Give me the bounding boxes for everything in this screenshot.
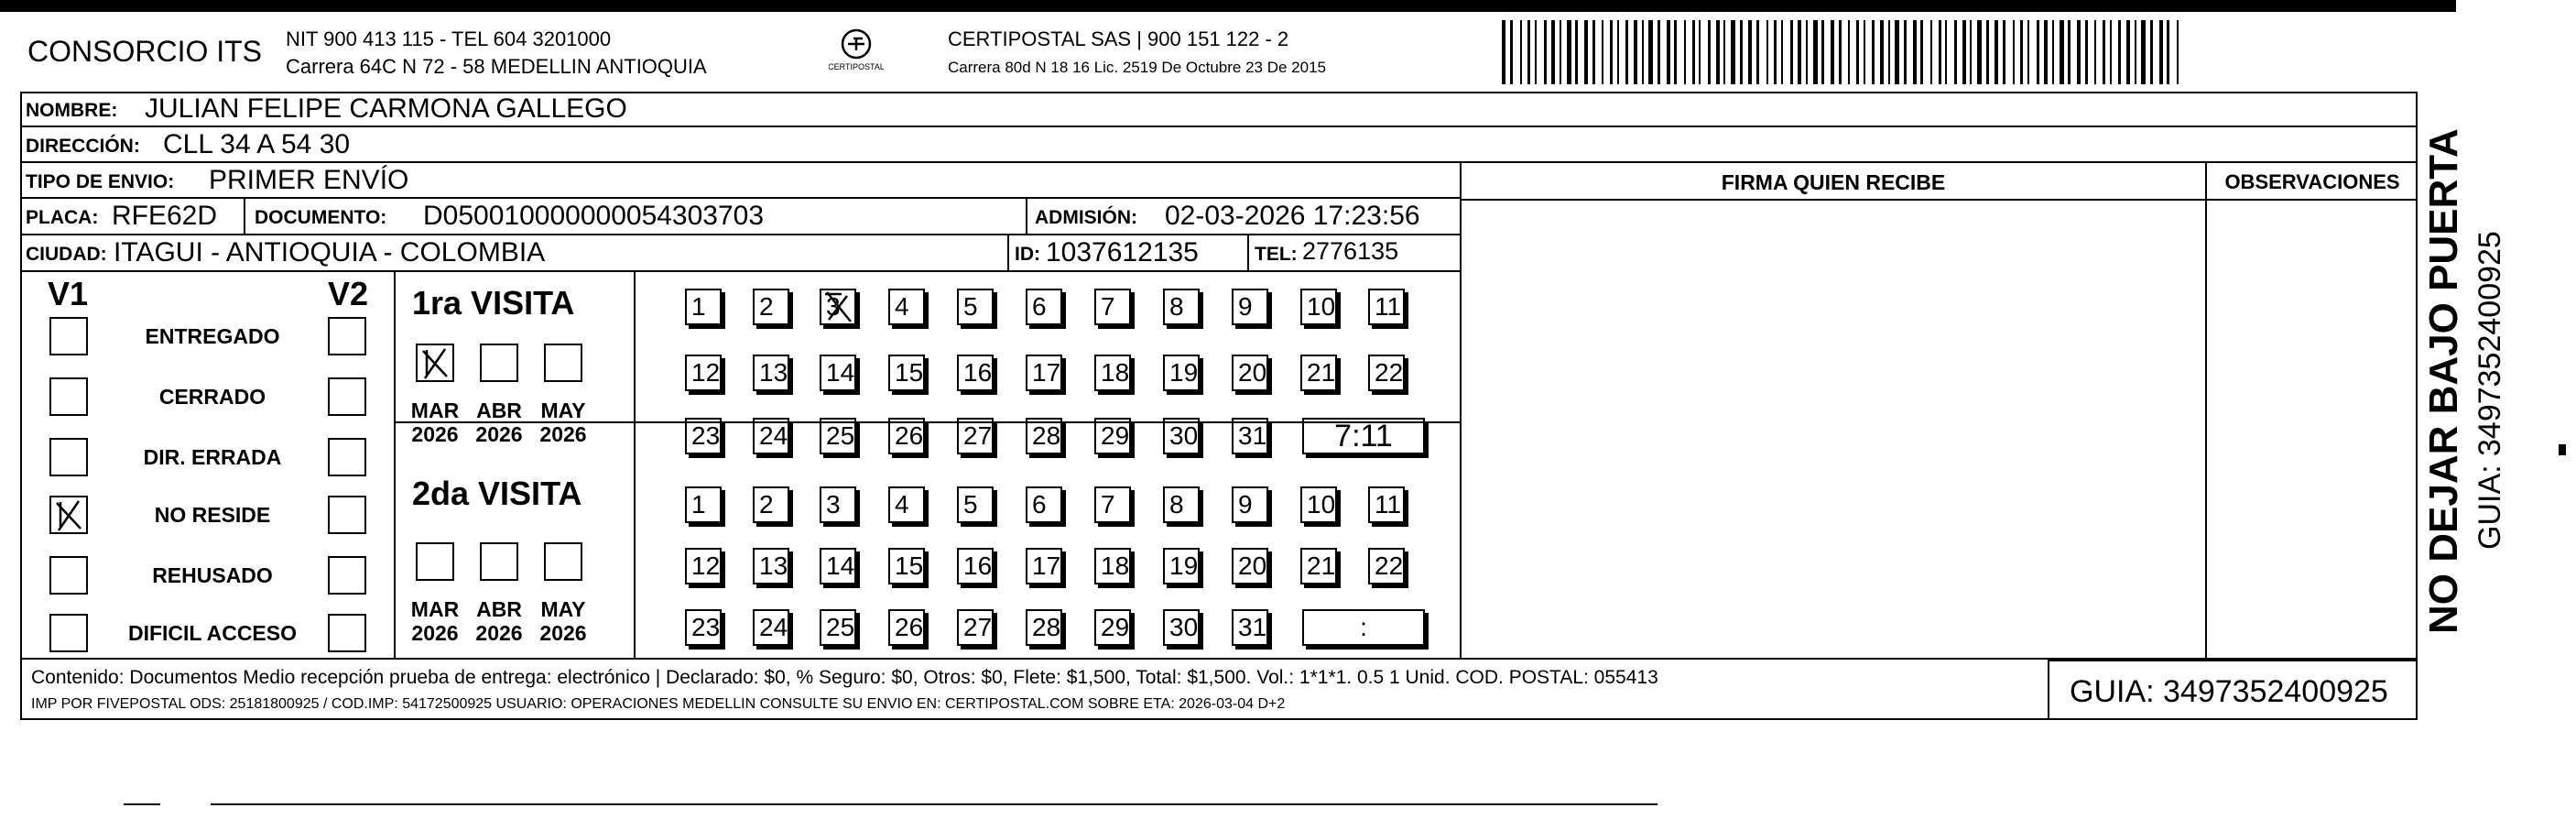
status-v2-checkbox[interactable] (328, 317, 366, 355)
footer-guia-box (2048, 660, 2418, 720)
observaciones-header: OBSERVACIONES (2224, 170, 2400, 193)
nombre-label: NOMBRE: (26, 100, 118, 121)
company-nit: NIT 900 413 115 - TEL 604 3201000 (286, 27, 612, 50)
svg-text:CERTIPOSTAL: CERTIPOSTAL (829, 62, 884, 71)
footer-content: Contenido: Documentos Medio recepción prueba de entrega: electrónico | Declarado: $0, % Seguro: $0, Otros: $0, Flete: $1,500, Total: $1,500. Vol.: 1*1*1. 0.5 1 Unid. COD. POSTAL: 055413 (31, 667, 1658, 688)
month-year: 2026 (539, 621, 587, 645)
status-v1-checkbox[interactable] (49, 317, 88, 355)
day-box[interactable]: 3 (820, 289, 856, 325)
status-label: DIR. ERRADA (143, 445, 282, 469)
carrier-logo (829, 26, 884, 81)
status-label: CERRADO (158, 385, 266, 409)
day-box[interactable]: 5 (957, 486, 994, 523)
month-label: ABR (476, 399, 522, 422)
second-visit-label: 2da VISITA (412, 475, 582, 512)
time-box[interactable]: : (1302, 609, 1425, 646)
day-box[interactable]: 20 (1232, 355, 1268, 391)
divider (394, 272, 396, 658)
footer-guia: GUIA: 3497352400925 (2070, 674, 2388, 709)
firma-header: FIRMA QUIEN RECIBE (1721, 170, 1946, 194)
month-checkbox[interactable] (480, 344, 518, 382)
day-box[interactable]: 15 (888, 548, 925, 584)
day-box[interactable]: 22 (1368, 355, 1405, 391)
row-direccion (20, 127, 2418, 163)
day-box[interactable]: 11 (1368, 289, 1405, 325)
status-v2-checkbox[interactable] (328, 377, 366, 416)
day-box[interactable]: 27 (957, 609, 994, 646)
day-box[interactable]: 6 (1026, 289, 1062, 325)
day-box[interactable]: 21 (1300, 355, 1337, 391)
documento-label: DOCUMENTO: (255, 207, 387, 228)
bottom-line (124, 803, 160, 805)
day-box[interactable]: 9 (1232, 289, 1268, 325)
month-label: MAR (410, 399, 460, 422)
status-label: DIFICIL ACCESO (127, 621, 297, 645)
carrier-name: CERTIPOSTAL SAS | 900 151 122 - 2 (948, 27, 1289, 50)
time-box[interactable]: 7:11 (1302, 418, 1425, 454)
status-v2-checkbox[interactable] (328, 496, 366, 534)
status-v2-checkbox[interactable] (328, 556, 366, 595)
status-v1-checkbox[interactable] (49, 377, 88, 416)
day-box[interactable]: 14 (820, 355, 856, 391)
status-v1-checkbox[interactable] (49, 496, 88, 534)
ciudad-value: ITAGUI - ANTIOQUIA - COLOMBIA (114, 237, 546, 268)
side-warning: NO DEJAR BAJO PUERTA (2421, 128, 2466, 634)
day-box[interactable]: 18 (1094, 355, 1131, 391)
day-box[interactable]: 12 (685, 355, 722, 391)
day-box[interactable]: 28 (1026, 418, 1062, 454)
id-value: 1037612135 (1046, 237, 1199, 268)
nombre-value: JULIAN FELIPE CARMONA GALLEGO (145, 93, 627, 124)
day-box[interactable]: 30 (1163, 418, 1200, 454)
first-visit-label: 1ra VISITA (412, 284, 575, 322)
day-box[interactable]: 4 (888, 486, 925, 523)
day-box[interactable]: 2 (753, 289, 789, 325)
day-box[interactable]: 26 (888, 418, 925, 454)
tipo-label: TIPO DE ENVIO: (26, 171, 175, 192)
day-box[interactable]: 8 (1163, 486, 1200, 523)
tipo-value: PRIMER ENVÍO (209, 165, 409, 195)
day-box[interactable]: 30 (1163, 609, 1200, 646)
company-name: CONSORCIO ITS (27, 35, 263, 68)
day-box[interactable]: 24 (753, 609, 789, 646)
status-v1-checkbox[interactable] (49, 614, 88, 652)
divider (244, 199, 245, 234)
direccion-label: DIRECCIÓN: (26, 136, 140, 157)
bottom-line (211, 803, 1658, 805)
month-year: 2026 (411, 621, 459, 645)
tel-label: TEL: (1255, 244, 1298, 265)
placa-value: RFE62D (112, 201, 218, 231)
status-v2-checkbox[interactable] (328, 438, 366, 476)
v2-label: V2 (328, 275, 369, 312)
day-box[interactable]: 28 (1026, 609, 1062, 646)
company-address: Carrera 64C N 72 - 58 MEDELLIN ANTIOQUIA (286, 55, 707, 78)
documento-value: D050010000000054303703 (423, 201, 765, 231)
footer-print-info: IMP POR FIVEPOSTAL ODS: 25181800925 / COD.IMP: 54172500925 USUARIO: OPERACIONES MEDELLIN CONSULTE SU ENVIO EN: CERTIPOSTAL.COM SOBRE ETA: 2026-03-04 D+2 (31, 696, 1286, 712)
day-box[interactable]: 7 (1094, 289, 1131, 325)
day-box[interactable]: 22 (1368, 548, 1405, 584)
month-checkbox[interactable] (544, 542, 582, 581)
month-checkbox[interactable] (480, 542, 518, 581)
day-box[interactable]: 4 (888, 289, 925, 325)
day-box[interactable]: 29 (1094, 418, 1131, 454)
month-label: MAY (540, 597, 586, 621)
status-v2-checkbox[interactable] (328, 614, 366, 652)
status-v1-checkbox[interactable] (49, 556, 88, 595)
month-year: 2026 (475, 621, 523, 645)
barcode (1502, 20, 2189, 84)
day-box[interactable]: 13 (753, 355, 789, 391)
day-box[interactable]: 23 (685, 609, 722, 646)
divider (1460, 163, 1462, 658)
month-label: ABR (476, 597, 522, 621)
month-label: MAY (540, 399, 586, 422)
day-box[interactable]: 21 (1300, 548, 1337, 584)
status-label: NO RESIDE (154, 503, 271, 527)
divider (1026, 199, 1027, 234)
row-nombre (20, 92, 2418, 127)
day-box[interactable]: 3 (820, 486, 856, 523)
day-box[interactable]: 20 (1232, 548, 1268, 584)
v1-label: V1 (48, 275, 89, 312)
day-box[interactable]: 2 (753, 486, 789, 523)
divider (2205, 163, 2207, 658)
day-box[interactable]: 1 (685, 486, 722, 523)
day-box[interactable]: 8 (1163, 289, 1200, 325)
month-checkbox[interactable] (416, 542, 454, 581)
day-box[interactable]: 29 (1094, 609, 1131, 646)
tel-value: 2776135 (1302, 237, 1399, 265)
status-label: REHUSADO (152, 563, 273, 587)
day-box[interactable]: 18 (1094, 548, 1131, 584)
day-box[interactable]: 10 (1300, 289, 1337, 325)
month-label: MAR (410, 597, 460, 621)
admision-value: 02-03-2026 17:23:56 (1165, 201, 1420, 231)
day-box[interactable]: 14 (820, 548, 856, 584)
day-box[interactable]: 5 (957, 289, 994, 325)
divider (1247, 235, 1249, 270)
day-box[interactable]: 1 (685, 289, 722, 325)
edge-mark (2559, 444, 2566, 455)
day-box[interactable]: 11 (1368, 486, 1405, 523)
month-year: 2026 (475, 422, 523, 446)
row-ciudad (20, 235, 1460, 272)
divider (1007, 235, 1009, 270)
day-box[interactable]: 17 (1026, 355, 1062, 391)
day-box[interactable]: 25 (820, 418, 856, 454)
day-box[interactable]: 25 (820, 609, 856, 646)
day-box[interactable]: 27 (957, 418, 994, 454)
month-year: 2026 (539, 422, 587, 446)
day-box[interactable]: 15 (888, 355, 925, 391)
id-label: ID: (1015, 244, 1040, 265)
day-box[interactable]: 17 (1026, 548, 1062, 584)
day-box[interactable]: 12 (685, 548, 722, 584)
status-v1-checkbox[interactable] (49, 438, 88, 476)
day-box[interactable]: 31 (1232, 418, 1268, 454)
month-checkbox[interactable] (544, 344, 582, 382)
day-box[interactable]: 13 (753, 548, 789, 584)
day-box[interactable]: 24 (753, 418, 789, 454)
day-box[interactable]: 16 (957, 355, 994, 391)
day-box[interactable]: 26 (888, 609, 925, 646)
top-black-bar (0, 0, 2456, 12)
carrier-license: Carrera 80d N 18 16 Lic. 2519 De Octubre 23 De 2015 (948, 59, 1326, 76)
admision-label: ADMISIÓN: (1035, 207, 1137, 228)
day-box[interactable]: 16 (957, 548, 994, 584)
day-box[interactable]: 7 (1094, 486, 1131, 523)
row-tipo (20, 163, 1460, 199)
divider (634, 272, 636, 658)
day-box[interactable]: 6 (1026, 486, 1062, 523)
side-guia: GUIA: 3497352400925 (2473, 231, 2507, 550)
direccion-value: CLL 34 A 54 30 (163, 129, 351, 159)
placa-label: PLACA: (26, 207, 99, 228)
divider (1460, 199, 2418, 201)
day-box[interactable]: 19 (1163, 548, 1200, 584)
status-label: ENTREGADO (145, 324, 280, 348)
day-box[interactable]: 23 (685, 418, 722, 454)
day-box[interactable]: 9 (1232, 486, 1268, 523)
month-checkbox[interactable] (416, 344, 454, 382)
month-year: 2026 (411, 422, 459, 446)
row-placa (20, 199, 1460, 235)
day-box[interactable]: 31 (1232, 609, 1268, 646)
ciudad-label: CIUDAD: (26, 244, 107, 265)
day-box[interactable]: 19 (1163, 355, 1200, 391)
day-box[interactable]: 10 (1300, 486, 1337, 523)
